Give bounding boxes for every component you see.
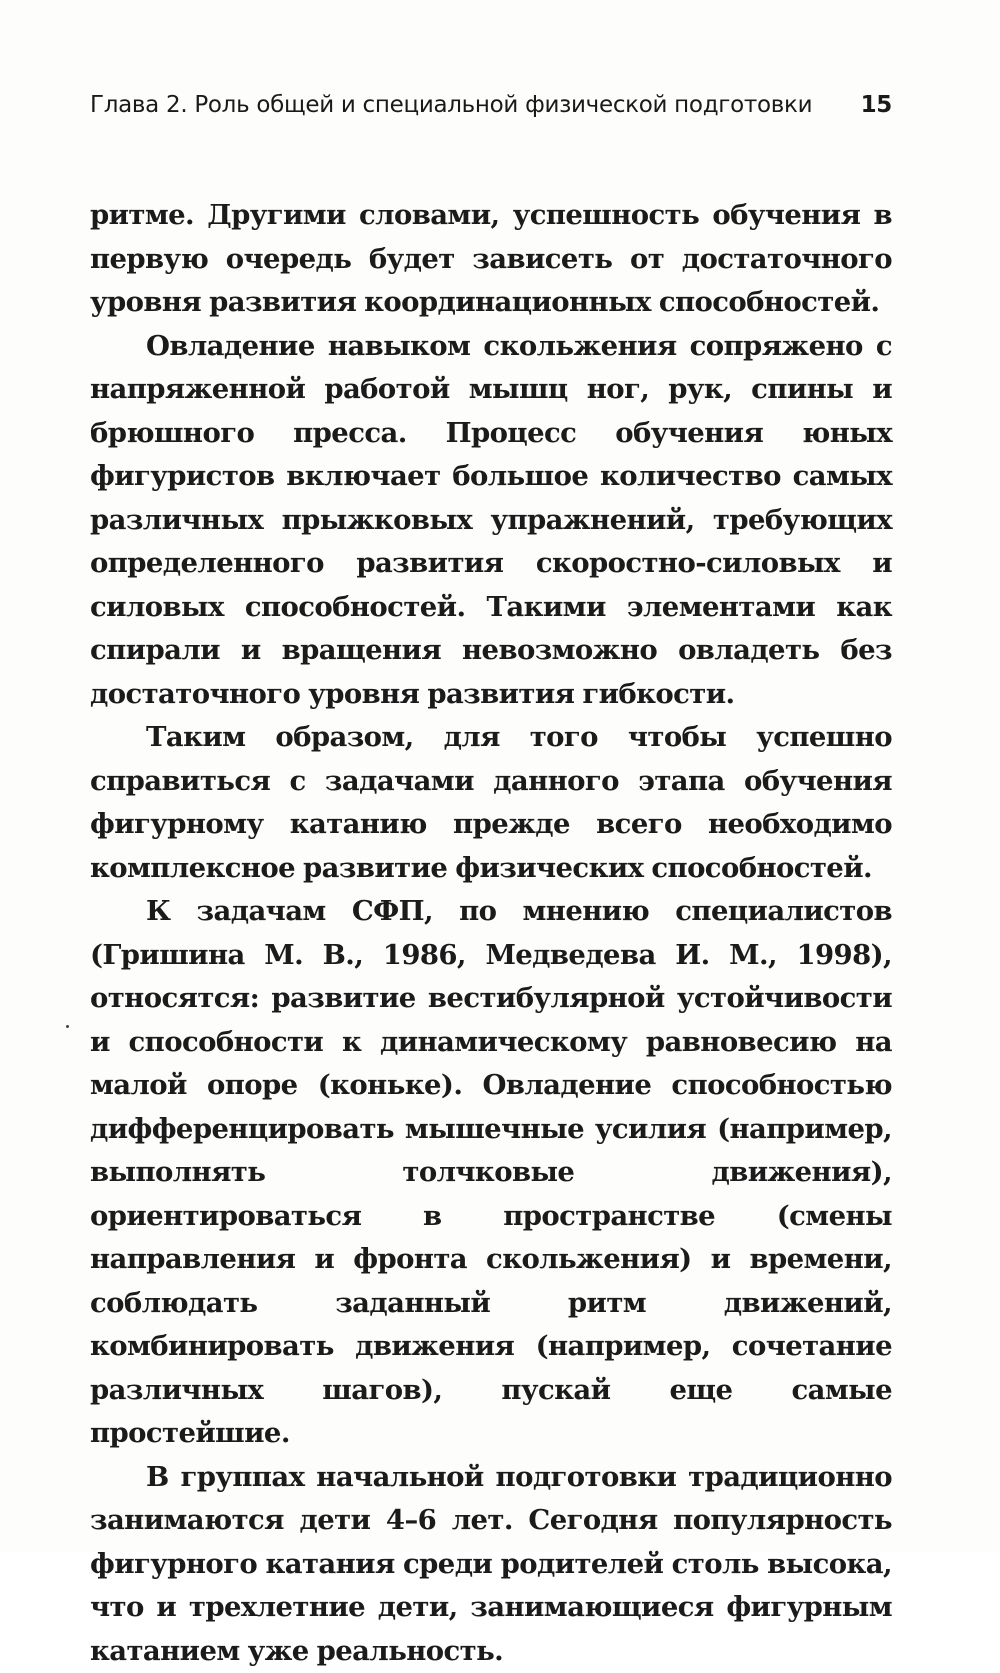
paragraph: Овладение навыком скольжения сопряжено с напряженной работой мышц ног, рук, спины и брюшного пресса. Процесс обучения юных фигуристов включает большое количество самых различных прыжковых упражнений, требующих определенного развития скоростно-силовых и силовых способностей. Такими элементами как спирали и вращения невозможно овладеть без достаточного уровня развития гибкости. — [90, 325, 892, 717]
paragraph: ритме. Другими словами, успешность обучения в первую очередь будет зависеть от достаточного уровня развития координационных способностей. — [90, 194, 892, 325]
running-header — [90, 92, 892, 132]
paragraph: В группах начальной подготовки традиционно занимаются дети 4–6 лет. Сегодня популярность фигурного катания среди родителей столь высока, что и трехлетние дети, занимающиеся фигурным катанием уже реальность. — [90, 1456, 892, 1673]
print-speck — [66, 1025, 69, 1028]
page-number: 15 — [861, 92, 892, 118]
body-text — [90, 194, 892, 1673]
paragraph: Таким образом, для того чтобы успешно справиться с задачами данного этапа обучения фигурному катанию прежде всего необходимо комплексное развитие физических способностей. — [90, 716, 892, 890]
paragraph: К задачам СФП, по мнению специалистов (Гришина М. В., 1986, Медведева И. М., 1998), относятся: развитие вестибулярной устойчивости и способности к динамическому равновесию на малой опоре (коньке). Овладение способностью дифференцировать мышечные усилия (например, выполнять толчковые движения), ориентироваться в пространстве (смены направления и фронта скольжения) и времени, соблюдать заданный ритм движений, комбинировать движения (например, сочетание различных шагов), пускай еще самые простейшие. — [90, 890, 892, 1456]
chapter-title: Глава 2. Роль общей и специальной физической подготовки — [90, 92, 812, 118]
